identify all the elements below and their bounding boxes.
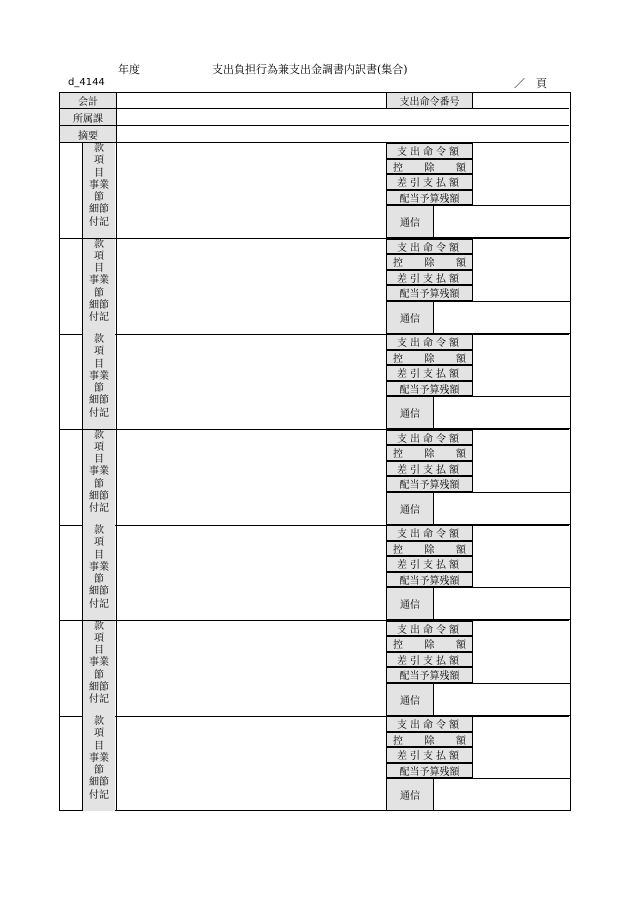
budget-section	[60, 525, 569, 620]
section-item-labels	[83, 716, 115, 811]
fuki-label: 付記	[89, 789, 109, 801]
year-label: 年度	[118, 63, 140, 76]
top-label-divider	[116, 93, 117, 143]
kan-label: 款	[94, 716, 104, 727]
net-payment-label: 差引支払額	[386, 461, 473, 477]
section-item-labels	[83, 239, 115, 334]
fuki-label: 付記	[89, 216, 109, 228]
moku-label: 目	[94, 454, 104, 466]
label-divider	[116, 143, 117, 238]
notice-field[interactable]	[434, 683, 571, 716]
setsu-label: 節	[94, 192, 104, 204]
budget-section	[60, 716, 569, 811]
moku-label: 目	[94, 167, 104, 179]
document-code: d_4144	[68, 77, 105, 88]
budget-remaining-label: 配当予算残額	[386, 572, 473, 588]
budget-remaining-label: 配当予算残額	[386, 763, 473, 779]
net-payment-label: 差引支払額	[386, 174, 473, 190]
saisetsu-label: 細節	[89, 777, 109, 789]
jigyo-label: 事業	[89, 657, 109, 669]
label-divider	[116, 430, 117, 525]
deduction-label: 控 除 額	[386, 445, 473, 461]
section-item-labels	[83, 143, 115, 238]
setsu-label: 節	[94, 287, 104, 299]
notice-field[interactable]	[434, 396, 571, 429]
jigyo-label: 事業	[89, 752, 109, 764]
order-amount-label: 支出命令額	[386, 716, 473, 732]
kou-label: 項	[94, 441, 104, 453]
notice-label: 通信	[386, 396, 434, 429]
budget-remaining-label: 配当予算残額	[386, 381, 473, 397]
jigyo-label: 事業	[89, 275, 109, 287]
moku-label: 目	[94, 549, 104, 561]
label-divider	[116, 525, 117, 620]
notice-field[interactable]	[434, 778, 571, 811]
deduction-label: 控 除 額	[386, 254, 473, 270]
fuki-label: 付記	[89, 312, 109, 324]
saisetsu-label: 細節	[89, 204, 109, 216]
fuki-label: 付記	[89, 694, 109, 706]
notice-label: 通信	[386, 301, 434, 334]
kou-label: 項	[94, 728, 104, 740]
section-item-labels	[83, 525, 115, 620]
notice-label: 通信	[386, 205, 434, 238]
order-number-label: 支出命令番号	[386, 93, 473, 108]
label-divider	[116, 239, 117, 334]
budget-section	[60, 430, 569, 525]
saisetsu-label: 細節	[89, 299, 109, 311]
moku-label: 目	[94, 358, 104, 370]
fuki-label: 付記	[89, 503, 109, 515]
shozoku-label: 所属課	[60, 109, 116, 125]
kan-label: 款	[94, 238, 104, 250]
kan-label: 款	[94, 525, 104, 536]
order-amount-label: 支出命令額	[386, 525, 473, 541]
setsu-label: 節	[94, 574, 104, 586]
section-item-labels	[83, 334, 115, 429]
kan-label: 款	[94, 620, 104, 632]
kou-label: 項	[94, 155, 104, 167]
budget-section	[60, 334, 569, 429]
setsu-label: 節	[94, 669, 104, 681]
label-divider	[116, 621, 117, 716]
net-payment-label: 差引支払額	[386, 747, 473, 763]
budget-section	[60, 621, 569, 716]
jigyo-label: 事業	[89, 179, 109, 191]
kou-label: 項	[94, 537, 104, 549]
jigyo-label: 事業	[89, 561, 109, 573]
deduction-label: 控 除 額	[386, 732, 473, 748]
notice-label: 通信	[386, 492, 434, 525]
order-amount-label: 支出命令額	[386, 143, 473, 159]
row-divider	[60, 125, 569, 126]
form-table	[59, 92, 571, 811]
saisetsu-label: 細節	[89, 395, 109, 407]
moku-label: 目	[94, 263, 104, 275]
deduction-label: 控 除 額	[386, 636, 473, 652]
kan-label: 款	[94, 334, 104, 345]
document-title: 支出負担行為兼支出金調書内訳書(集合)	[212, 63, 408, 76]
setsu-label: 節	[94, 383, 104, 395]
notice-label: 通信	[386, 587, 434, 620]
net-payment-label: 差引支払額	[386, 365, 473, 381]
saisetsu-label: 細節	[89, 681, 109, 693]
kan-label: 款	[94, 429, 104, 441]
order-amount-label: 支出命令額	[386, 239, 473, 255]
saisetsu-label: 細節	[89, 586, 109, 598]
kaikei-label: 会計	[60, 93, 116, 108]
notice-field[interactable]	[434, 492, 571, 525]
notice-label: 通信	[386, 683, 434, 716]
fuki-label: 付記	[89, 598, 109, 610]
section-item-labels	[83, 621, 115, 716]
label-divider	[116, 716, 117, 811]
label-divider	[116, 334, 117, 429]
order-amount-label: 支出命令額	[386, 334, 473, 350]
net-payment-label: 差引支払額	[386, 652, 473, 668]
order-amount-label: 支出命令額	[386, 621, 473, 637]
deduction-label: 控 除 額	[386, 159, 473, 175]
page-number: ／ 頁	[514, 77, 547, 90]
setsu-label: 節	[94, 478, 104, 490]
row-divider	[60, 108, 569, 109]
budget-remaining-label: 配当予算残額	[386, 476, 473, 492]
notice-field[interactable]	[434, 587, 571, 620]
kou-label: 項	[94, 632, 104, 644]
fuki-label: 付記	[89, 407, 109, 419]
kan-label: 款	[94, 143, 104, 154]
budget-remaining-label: 配当予算残額	[386, 667, 473, 683]
moku-label: 目	[94, 740, 104, 752]
budget-remaining-label: 配当予算残額	[386, 285, 473, 301]
tekiyo-label: 摘要	[60, 126, 116, 142]
jigyo-label: 事業	[89, 370, 109, 382]
moku-label: 目	[94, 645, 104, 657]
deduction-label: 控 除 額	[386, 350, 473, 366]
order-amount-label: 支出命令額	[386, 430, 473, 446]
notice-label: 通信	[386, 778, 434, 811]
budget-section	[60, 239, 569, 334]
net-payment-label: 差引支払額	[386, 270, 473, 286]
net-payment-label: 差引支払額	[386, 556, 473, 572]
notice-field[interactable]	[434, 205, 571, 238]
kou-label: 項	[94, 346, 104, 358]
deduction-label: 控 除 額	[386, 541, 473, 557]
jigyo-label: 事業	[89, 466, 109, 478]
kou-label: 項	[94, 250, 104, 262]
budget-section	[60, 143, 569, 238]
notice-field[interactable]	[434, 301, 571, 334]
setsu-label: 節	[94, 765, 104, 777]
section-item-labels	[83, 430, 115, 525]
budget-remaining-label: 配当予算残額	[386, 190, 473, 206]
saisetsu-label: 細節	[89, 490, 109, 502]
